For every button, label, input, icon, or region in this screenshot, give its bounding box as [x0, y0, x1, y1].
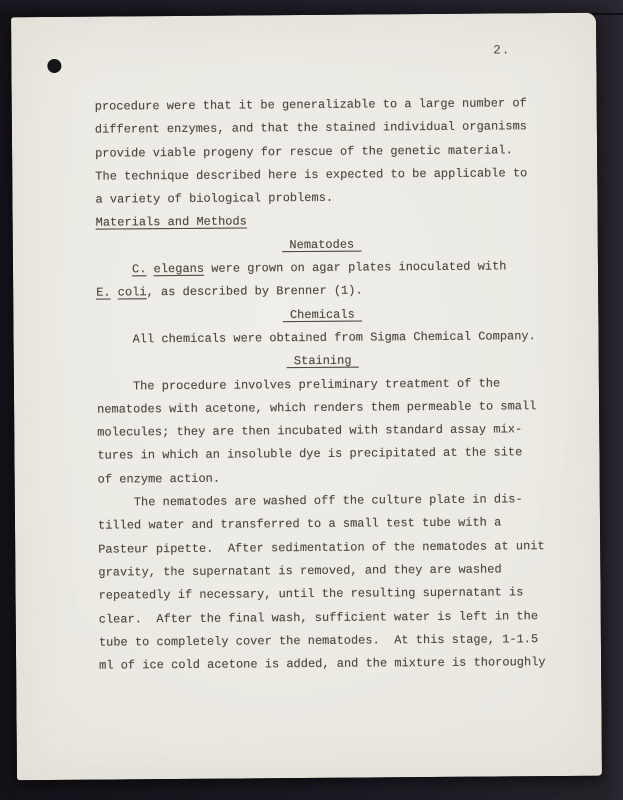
section-heading	[97, 348, 549, 375]
text-segment: repeatedly if necessary, until the resulting supernatant is	[98, 585, 524, 603]
section-heading	[96, 209, 548, 236]
text-segment: provide viable progeny for rescue of the genetic material.	[95, 142, 513, 161]
text-line	[99, 628, 551, 655]
text-line	[97, 372, 549, 399]
text-segment: All chemicals were obtained from Sigma Chemical Company.	[96, 329, 536, 347]
text-segment: tube to completely cover the nematodes. At this stage, 1-1.5	[98, 632, 539, 650]
text-line	[95, 162, 547, 189]
text-segment: nematodes with acetone, which renders them permeable to small	[97, 399, 537, 417]
text-segment: The nematodes are washed off the culture plate in dis-	[97, 492, 523, 510]
text-segment: Pasteur pipette. After sedimentation of the nematodes at unit	[98, 538, 545, 557]
underlined-text: Nematodes	[282, 237, 362, 252]
hole-punch-dot	[47, 59, 61, 73]
text-line	[98, 581, 550, 608]
text-segment	[146, 262, 153, 276]
underlined-text: elegans	[153, 261, 205, 277]
text-segment: The procedure involves preliminary treatment of the	[96, 376, 501, 394]
text-segment: clear. After the final wash, sufficient water is left in the	[98, 608, 539, 627]
underlined-text: C.	[131, 262, 147, 277]
text-line	[97, 395, 549, 422]
text-line	[96, 278, 548, 305]
text-line	[97, 442, 549, 469]
text-segment: gravity, the supernatant is removed, and they are washed	[98, 562, 502, 580]
text-line	[98, 488, 550, 515]
text-line	[99, 605, 551, 632]
text-line	[98, 465, 550, 492]
text-segment	[111, 286, 118, 300]
underlined-text: E.	[96, 285, 111, 301]
text-line	[99, 651, 551, 678]
text-segment: were grown on agar plates inoculated with	[203, 259, 507, 276]
text-segment: different enzymes, and that the stained individual organisms	[94, 119, 528, 137]
text-segment: procedure were that it be generalizable to a large number of	[94, 96, 527, 114]
underlined-text: Staining	[286, 353, 359, 369]
text-line	[98, 535, 550, 562]
text-line	[95, 139, 547, 166]
text-segment: tilled water and transferred to a small test tube with a	[97, 515, 502, 533]
text-line	[97, 418, 549, 445]
text-segment: molecules; they are then incubated with standard assay mix-	[97, 422, 523, 440]
section-heading	[96, 302, 548, 329]
text-segment: tures in which an insoluble dye is precipitated at the site	[97, 445, 523, 464]
text-segment: of enzyme action.	[97, 471, 221, 487]
underlined-text: Materials and Methods	[95, 214, 247, 231]
text-segment: ml of ice cold acetone is added, and the mixture is thoroughly	[99, 655, 546, 673]
text-line	[96, 325, 548, 352]
text-segment: The technique described here is expected to be applicable to	[95, 166, 528, 184]
text-line	[96, 255, 548, 282]
text-segment: , as described by Brenner (1).	[146, 283, 363, 300]
underlined-text: coli	[117, 285, 147, 300]
page-number: 2.	[493, 43, 511, 58]
document-page	[11, 13, 602, 781]
text-line	[95, 185, 547, 212]
text-line	[98, 511, 550, 538]
section-heading	[96, 232, 548, 259]
text-segment: a variety of biological problems.	[95, 190, 334, 207]
text-segment	[96, 262, 132, 276]
text-line	[98, 558, 550, 585]
typed-text	[95, 92, 552, 678]
text-line	[95, 115, 547, 142]
underlined-text: Chemicals	[282, 307, 363, 322]
text-line	[95, 92, 547, 119]
